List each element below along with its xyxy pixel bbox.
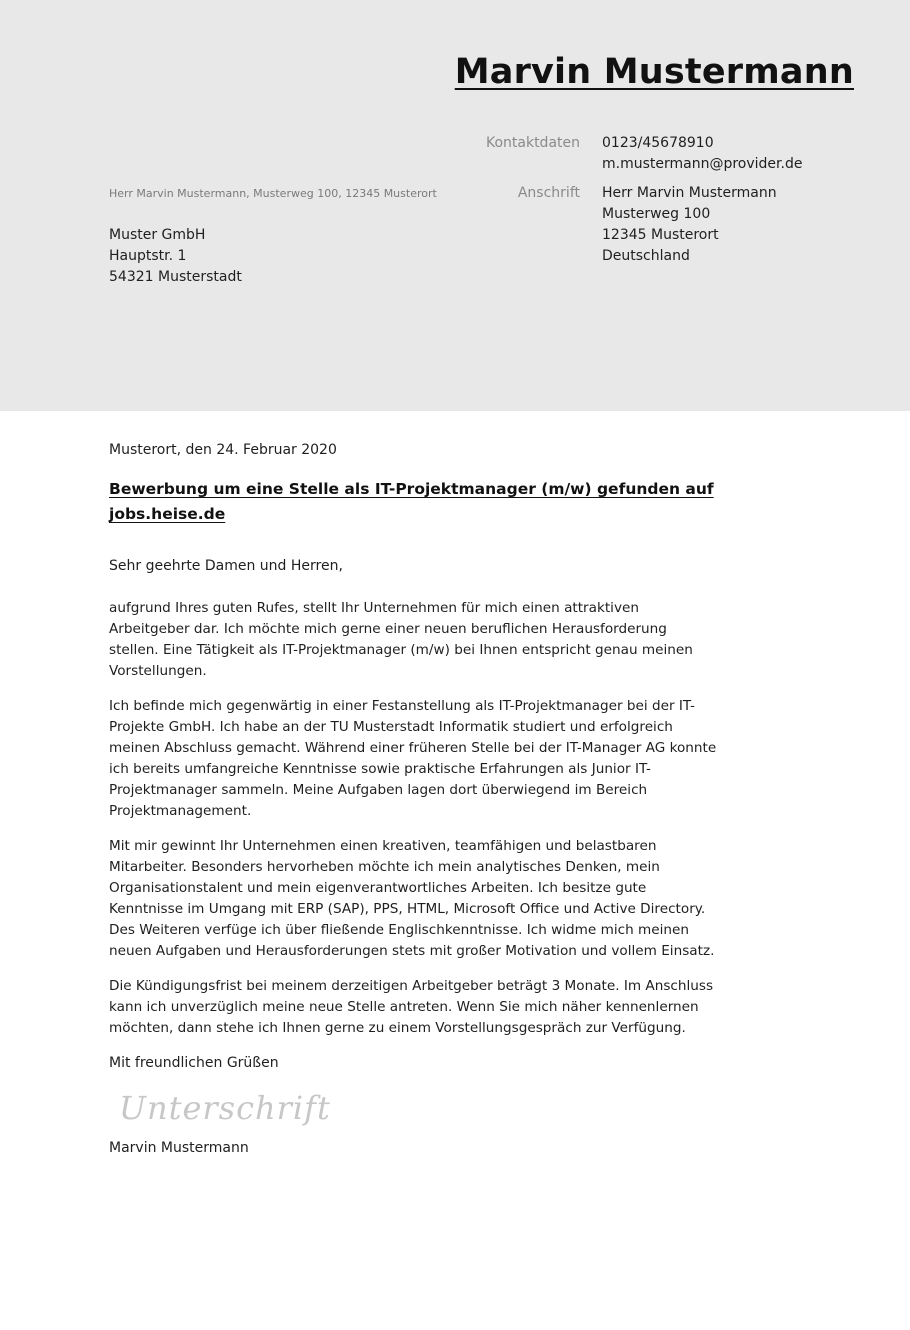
signature: Unterschrift [119,1089,331,1127]
address-line: Herr Marvin Mustermann [602,185,777,201]
closing: Mit freundlichen Grüßen [109,1055,279,1071]
address-row [420,183,870,267]
paragraph: Mit mir gewinnt Ihr Unternehmen einen kreativen, teamfähigen und belastbaren Mitarbeiter. Besonders hervorheben möchte ich mein analytisches Denken, mein Organisationstalent und mein eigenverantwortliches Arbeiten. Ich besitze gute Kenntnisse im Umgang mit ERP (SAP), PPS, HTML, Microsoft Office und Active Directory. Des Weiteren verfüge ich über fließende Englischkenntnisse. Ich widme mich meinen neuen Aufgaben und Herausforderungen stets mit großer Motivation und vollem Einsatz. [109,838,715,959]
contact-block [420,133,870,275]
salutation: Sehr geehrte Damen und Herren, [109,558,343,574]
recipient-address [109,225,242,288]
sender-return-line: Herr Marvin Mustermann, Musterweg 100, 12345 Musterort [109,187,437,200]
applicant-name: Marvin Mustermann [454,52,854,92]
contact-label: Kontaktdaten [485,135,580,151]
letter-subject: Bewerbung um eine Stelle als IT-Projektmanager (m/w) gefunden auf jobs.heise.de [109,480,714,523]
email-address: m.mustermann@provider.de [602,156,803,172]
recipient-line: 54321 Musterstadt [109,269,242,285]
address-line: Deutschland [602,248,690,264]
address-line: Musterweg 100 [602,206,711,222]
contact-values [602,133,802,175]
paragraph: aufgrund Ihres guten Rufes, stellt Ihr Unternehmen für mich einen attraktiven Arbeitgeber dar. Ich möchte mich gerne einer neuen beruflichen Herausforderung stellen. Eine Tätigkeit als IT-Projektmanager (m/w) bei Ihnen entspricht genau meinen Vorstellungen. [109,600,693,679]
phone-number: 0123/45678910 [602,135,714,151]
recipient-line: Hauptstr. 1 [109,248,187,264]
address-label: Anschrift [517,185,580,201]
address-values [602,183,777,267]
letter-body [109,440,719,1159]
letter-date: Musterort, den 24. Februar 2020 [109,442,337,458]
paragraph: Die Kündigungsfrist bei meinem derzeitigen Arbeitgeber beträgt 3 Monate. Im Anschluss kann ich unverzüglich meine neue Stelle antreten. Wenn Sie mich näher kennenlernen möchten, dann stehe ich Ihnen gerne zu einem Vorstellungsgespräch zur Verfügung. [109,978,714,1036]
contact-row [420,133,870,175]
signer-name: Marvin Mustermann [109,1140,249,1156]
recipient-line: Muster GmbH [109,227,206,243]
address-line: 12345 Musterort [602,227,719,243]
paragraph: Ich befinde mich gegenwärtig in einer Festanstellung als IT-Projektmanager bei der IT-Projekte GmbH. Ich habe an der TU Musterstadt Informatik studiert und erfolgreich meinen Abschluss gemacht. Während einer früheren Stelle bei der IT-Manager AG konnte ich bereits umfangreiche Kenntnisse sowie praktische Erfahrungen als Junior IT-Projektmanager sammeln. Meine Aufgaben lagen dort überwiegend im Bereich Projektmanagement. [109,698,717,819]
